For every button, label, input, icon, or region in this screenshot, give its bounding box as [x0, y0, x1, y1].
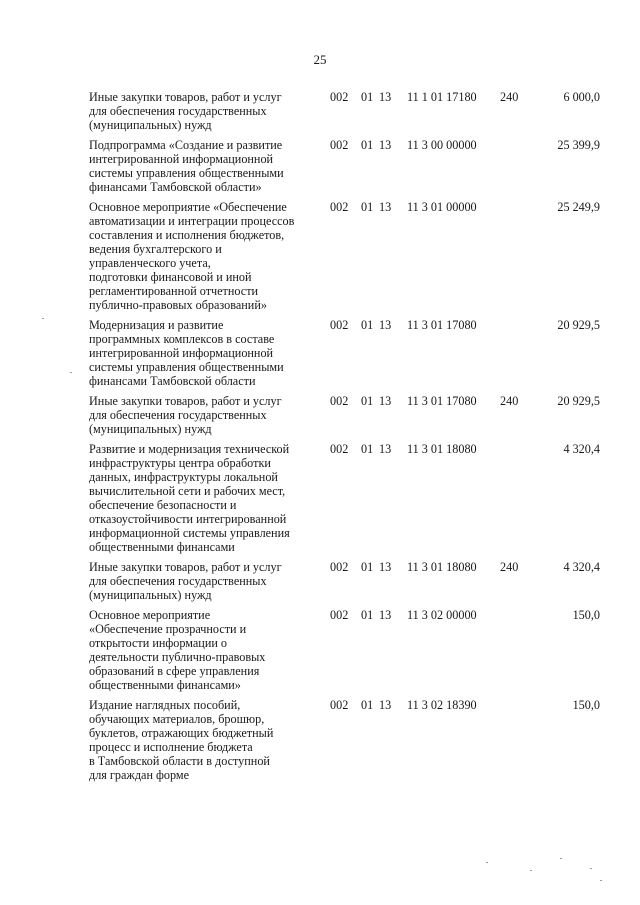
description-line: для обеспечения государственных — [89, 104, 267, 118]
section-code: 01 — [361, 608, 374, 622]
amount: 150,0 — [572, 698, 600, 712]
description-line: интегрированной информационной — [89, 346, 274, 360]
scan-speck — [530, 870, 532, 871]
scan-speck — [590, 868, 592, 869]
target-article-code: 11 3 02 00000 — [407, 608, 477, 622]
description-line: Подпрограмма «Создание и развитие — [89, 138, 283, 152]
description-line: общественными финансами — [89, 540, 235, 554]
description-line: для обеспечения государственных — [89, 408, 267, 422]
description-line: для граждан форме — [89, 768, 190, 782]
description-line: (муниципальных) нужд — [89, 588, 212, 602]
target-article-code: 11 3 01 17080 — [407, 394, 477, 408]
target-article-code: 11 3 01 17080 — [407, 318, 477, 332]
description-line: деятельности публично-правовых — [89, 650, 266, 664]
subsection-code: 13 — [379, 138, 392, 152]
description-line: регламентированной отчетности — [89, 284, 259, 298]
section-code: 01 — [361, 200, 374, 214]
description-line: для обеспечения государственных — [89, 574, 267, 588]
row-description — [89, 394, 319, 436]
description-line: подготовки финансовой и иной — [89, 270, 252, 284]
description-line: Модернизация и развитие — [89, 318, 224, 332]
subsection-code: 13 — [379, 560, 392, 574]
amount: 6 000,0 — [563, 90, 600, 104]
description-line: программных комплексов в составе — [89, 332, 275, 346]
subsection-code: 13 — [379, 394, 392, 408]
description-line: Иные закупки товаров, работ и услуг — [89, 90, 282, 104]
section-code: 01 — [361, 138, 374, 152]
description-line: в Тамбовской области в доступной — [89, 754, 270, 768]
amount: 4 320,4 — [563, 560, 600, 574]
description-line: информационной системы управления — [89, 526, 290, 540]
amount: 25 249,9 — [557, 200, 600, 214]
dept-code: 002 — [330, 394, 349, 408]
row-description — [89, 200, 319, 312]
description-line: Основное мероприятие — [89, 608, 211, 622]
description-line: процесс и исполнение бюджета — [89, 740, 253, 754]
scan-speck — [70, 372, 72, 373]
dept-code: 002 — [330, 442, 349, 456]
expense-type-code: 240 — [500, 394, 519, 408]
description-line: вычислительной сети и рабочих мест, — [89, 484, 286, 498]
table-row — [0, 698, 640, 782]
expense-type-code: 240 — [500, 560, 519, 574]
target-article-code: 11 1 01 17180 — [407, 90, 477, 104]
subsection-code: 13 — [379, 90, 392, 104]
description-line: составления и исполнения бюджетов, — [89, 228, 285, 242]
target-article-code: 11 3 02 18390 — [407, 698, 477, 712]
target-article-code: 11 3 01 18080 — [407, 442, 477, 456]
section-code: 01 — [361, 560, 374, 574]
row-description — [89, 318, 319, 388]
description-line: системы управления общественными — [89, 360, 284, 374]
dept-code: 002 — [330, 698, 349, 712]
dept-code: 002 — [330, 200, 349, 214]
target-article-code: 11 3 00 00000 — [407, 138, 477, 152]
scan-speck — [600, 880, 602, 881]
row-description — [89, 90, 319, 132]
description-line: открытости информации о — [89, 636, 228, 650]
description-line: (муниципальных) нужд — [89, 118, 212, 132]
dept-code: 002 — [330, 138, 349, 152]
table-row — [0, 318, 640, 388]
description-line: финансами Тамбовской области — [89, 374, 256, 388]
description-line: данных, инфраструктуры локальной — [89, 470, 278, 484]
section-code: 01 — [361, 394, 374, 408]
amount: 25 399,9 — [557, 138, 600, 152]
target-article-code: 11 3 01 18080 — [407, 560, 477, 574]
description-line: отказоустойчивости интегрированной — [89, 512, 287, 526]
section-code: 01 — [361, 442, 374, 456]
description-line: Иные закупки товаров, работ и услуг — [89, 394, 282, 408]
description-line: Развитие и модернизация технической — [89, 442, 290, 456]
section-code: 01 — [361, 698, 374, 712]
section-code: 01 — [361, 90, 374, 104]
row-description — [89, 560, 319, 602]
dept-code: 002 — [330, 608, 349, 622]
row-description — [89, 608, 319, 692]
table-row — [0, 442, 640, 554]
subsection-code: 13 — [379, 318, 392, 332]
description-line: инфраструктуры центра обработки — [89, 456, 271, 470]
description-line: финансами Тамбовской области» — [89, 180, 262, 194]
description-line: общественными финансами» — [89, 678, 241, 692]
row-description — [89, 442, 319, 554]
description-line: (муниципальных) нужд — [89, 422, 212, 436]
description-line: интегрированной информационной — [89, 152, 274, 166]
table-row — [0, 608, 640, 692]
description-line: управленческого учета, — [89, 256, 211, 270]
subsection-code: 13 — [379, 200, 392, 214]
subsection-code: 13 — [379, 608, 392, 622]
amount: 4 320,4 — [563, 442, 600, 456]
description-line: Основное мероприятие «Обеспечение — [89, 200, 287, 214]
description-line: ведения бухгалтерского и — [89, 242, 222, 256]
table-row — [0, 200, 640, 312]
table-row — [0, 560, 640, 602]
expense-type-code: 240 — [500, 90, 519, 104]
description-line: системы управления общественными — [89, 166, 284, 180]
row-description — [89, 138, 319, 194]
amount: 150,0 — [572, 608, 600, 622]
budget-table — [0, 90, 640, 788]
section-code: 01 — [361, 318, 374, 332]
description-line: автоматизации и интеграции процессов — [89, 214, 295, 228]
scan-speck — [42, 318, 44, 319]
row-description — [89, 698, 319, 782]
subsection-code: 13 — [379, 442, 392, 456]
description-line: «Обеспечение прозрачности и — [89, 622, 247, 636]
description-line: Иные закупки товаров, работ и услуг — [89, 560, 282, 574]
target-article-code: 11 3 01 00000 — [407, 200, 477, 214]
dept-code: 002 — [330, 318, 349, 332]
description-line: образований в сфере управления — [89, 664, 260, 678]
subsection-code: 13 — [379, 698, 392, 712]
description-line: публично-правовых образований» — [89, 298, 267, 312]
description-line: обучающих материалов, брошюр, — [89, 712, 265, 726]
description-line: обеспечение безопасности и — [89, 498, 237, 512]
dept-code: 002 — [330, 560, 349, 574]
scan-speck — [560, 858, 562, 859]
description-line: Издание наглядных пособий, — [89, 698, 241, 712]
amount: 20 929,5 — [557, 318, 600, 332]
table-row — [0, 394, 640, 436]
page-number: 25 — [313, 52, 327, 67]
table-row — [0, 90, 640, 132]
scan-speck — [486, 862, 488, 863]
amount: 20 929,5 — [557, 394, 600, 408]
description-line: буклетов, отражающих бюджетный — [89, 726, 274, 740]
dept-code: 002 — [330, 90, 349, 104]
table-row — [0, 138, 640, 194]
